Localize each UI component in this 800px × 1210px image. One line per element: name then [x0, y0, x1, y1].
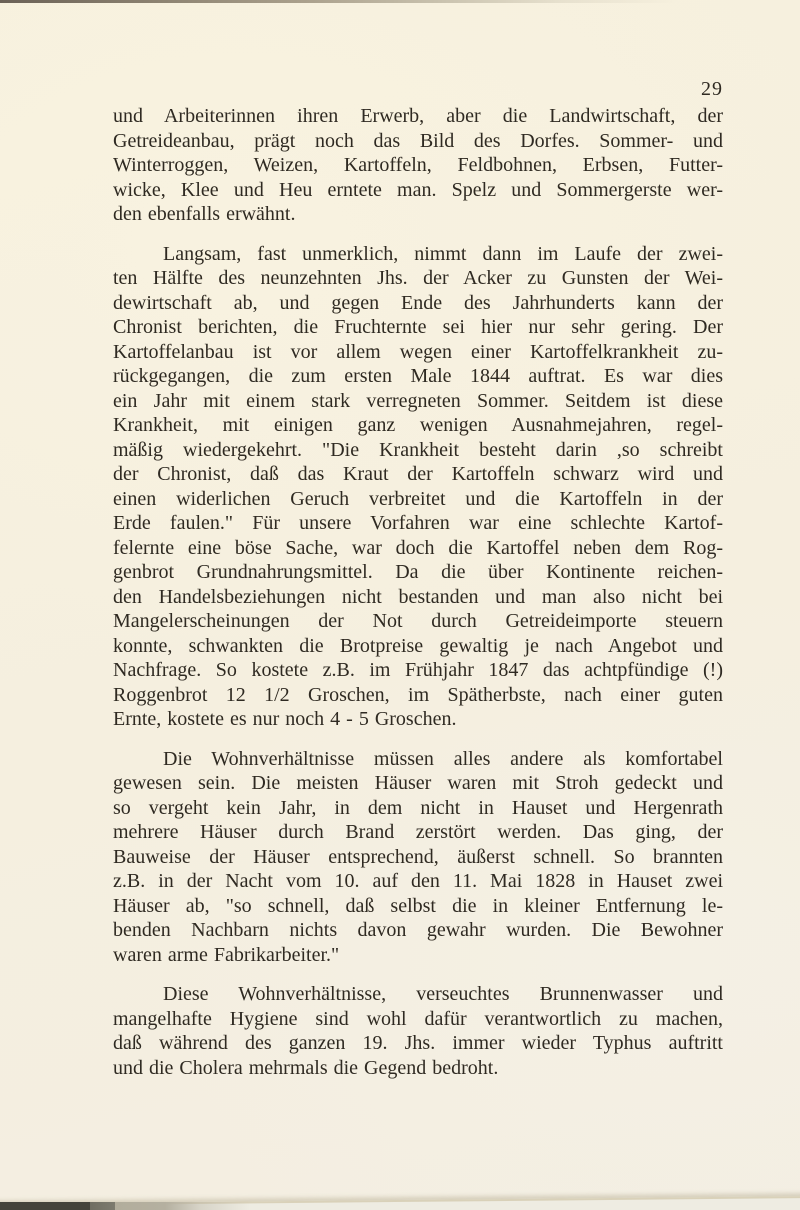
text-line: z.B. in der Nacht vom 10. auf den 11. Mai 1828 in Hauset zwei [113, 870, 723, 892]
paragraph [113, 747, 723, 968]
text-line: Ernte, kostete es nur noch 4 - 5 Groschen. [113, 708, 457, 730]
text-line: felernte eine böse Sache, war doch die Kartoffel neben dem Rog- [113, 536, 723, 559]
scan-top-edge-artifact [0, 0, 800, 3]
text-line: Winterroggen, Weizen, Kartoffeln, Feldbohnen, Erbsen, Futter- [113, 154, 723, 176]
text-line: einen widerlichen Geruch verbreitet und die Kartoffeln in der [113, 487, 723, 510]
text-line: wicke, Klee und Heu erntete man. Spelz und Sommergerste wer- [113, 178, 723, 201]
text-line: mehrere Häuser durch Brand zerstört werden. Das ging, der [113, 821, 723, 843]
text-line: daß während des ganzen 19. Jhs. immer wieder Typhus auftritt [113, 1032, 723, 1054]
text-line: Kartoffelanbau ist vor allem wegen einer Kartoffelkrankheit zu- [113, 340, 723, 363]
text-line: rückgegangen, die zum ersten Male 1844 auftrat. Es war dies [113, 365, 723, 387]
text-line: Krankheit, mit einigen ganz wenigen Ausnahmejahren, regel- [113, 414, 723, 436]
paper-edge-shadow [0, 1196, 800, 1210]
text-line: dewirtschaft ab, und gegen Ende des Jahrhunderts kann der [113, 291, 723, 314]
text-line: Roggenbrot 12 1/2 Groschen, im Spätherbste, nach einer guten [113, 683, 723, 706]
text-line: so vergeht kein Jahr, in dem nicht in Hauset und Hergenrath [113, 796, 723, 819]
body-text [113, 104, 723, 1080]
text-line: ein Jahr mit einem stark verregneten Sommer. Seitdem ist diese [113, 389, 723, 412]
paragraph [113, 242, 723, 732]
text-line: genbrot Grundnahrungsmittel. Da die über Kontinente reichen- [113, 561, 723, 583]
page-number: 29 [701, 78, 723, 100]
text-line: Mangelerscheinungen der Not durch Getreideimporte steuern [113, 610, 723, 632]
text-line: mäßig wiedergekehrt. "Die Krankheit besteht darin ,so schreibt [113, 438, 723, 461]
text-line: ten Hälfte des neunzehnten Jhs. der Acker zu Gunsten der Wei- [113, 267, 723, 289]
text-line: Nachfrage. So kostete z.B. im Frühjahr 1847 das achtpfündige (!) [113, 659, 723, 681]
bottom-left-dark-bar [0, 1202, 250, 1210]
scan-bottom-edge-artifact [0, 1184, 800, 1210]
text-line: Die Wohnverhältnisse müssen alles andere als komfortabel [163, 747, 723, 770]
text-line: und die Cholera mehrmals die Gegend bedroht. [113, 1056, 499, 1079]
paragraph [113, 982, 723, 1080]
text-line: waren arme Fabrikarbeiter." [113, 943, 340, 966]
text-line: konnte, schwankten die Brotpreise gewaltig je nach Angebot und [113, 634, 723, 657]
text-line: Langsam, fast unmerklich, nimmt dann im Laufe der zwei- [163, 242, 723, 265]
text-line: mangelhafte Hygiene sind wohl dafür verantwortlich zu machen, [113, 1007, 723, 1030]
text-line: den Handelsbeziehungen nicht bestanden und man also nicht bei [113, 585, 723, 608]
text-line: Erde faulen." Für unsere Vorfahren war eine schlechte Kartof- [113, 512, 723, 534]
text-line: Getreideanbau, prägt noch das Bild des Dorfes. Sommer- und [113, 129, 723, 152]
text-line: und Arbeiterinnen ihren Erwerb, aber die Landwirtschaft, der [113, 105, 723, 127]
text-line: gewesen sein. Die meisten Häuser waren mit Stroh gedeckt und [113, 772, 723, 794]
text-line: Bauweise der Häuser entsprechend, äußerst schnell. So brannten [113, 845, 723, 868]
paragraph [113, 104, 723, 227]
text-line: benden Nachbarn nichts davon gewahr wurden. Die Bewohner [113, 919, 723, 941]
text-line: Häuser ab, "so schnell, daß selbst die in kleiner Entfernung le- [113, 894, 723, 917]
text-line: der Chronist, daß das Kraut der Kartoffeln schwarz wird und [113, 463, 723, 485]
text-line: Chronist berichten, die Fruchternte sei hier nur sehr gering. Der [113, 316, 723, 338]
text-line: Diese Wohnverhältnisse, verseuchtes Brunnenwasser und [163, 983, 723, 1005]
text-line: den ebenfalls erwähnt. [113, 203, 296, 225]
